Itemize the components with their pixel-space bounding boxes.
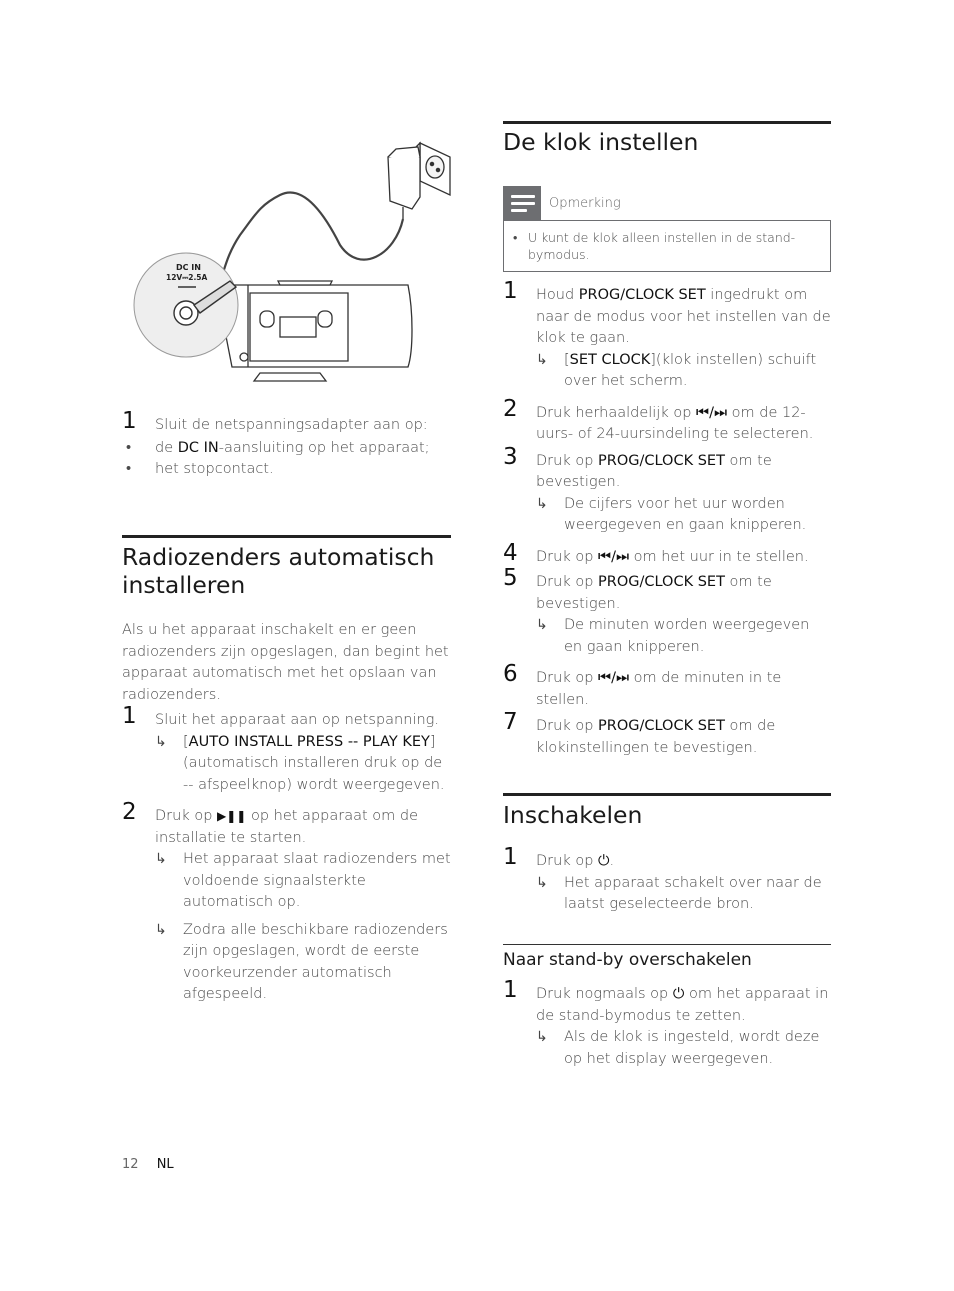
power-icon: ⏻ — [672, 986, 685, 1002]
note-block: Opmerking • U kunt de klok alleen instellen in de stand-bymodus. — [503, 186, 831, 272]
result-arrow-icon: ↳ — [536, 617, 548, 633]
note-icon — [503, 186, 541, 220]
result-arrow-icon: ↳ — [536, 1029, 548, 1045]
skip-prev-next-icon: ⏮/⏭ — [598, 670, 630, 686]
page-number: 12 — [122, 1157, 139, 1172]
subsection-title: Naar stand-by overschakelen — [503, 950, 752, 970]
result-text: De cijfers voor het uur worden weergegeven en gaan knipperen. — [564, 495, 807, 533]
step-number: 5 — [503, 565, 518, 591]
section-divider — [503, 793, 831, 796]
wall-socket-icon — [416, 143, 450, 195]
step-text: Druk op ⏻. — [536, 853, 615, 869]
step-number: 3 — [503, 443, 518, 470]
step-text: Druk op PROG/CLOCK SET om te bevestigen. — [536, 452, 772, 490]
page-footer — [122, 1157, 174, 1172]
result-text: Het apparaat schakelt over naar de laatst geselecteerde bron. — [564, 874, 822, 912]
result-text: Als de klok is ingesteld, wordt deze op het display weergegeven. — [564, 1029, 820, 1067]
skip-prev-next-icon: ⏮/⏭ — [696, 404, 728, 421]
subsection-divider — [503, 944, 831, 945]
language-code: NL — [156, 1157, 174, 1172]
device-rear-view — [216, 281, 412, 381]
step-number: 1 — [122, 408, 137, 434]
step-number: 2 — [122, 799, 137, 825]
step-number: 1 — [503, 844, 518, 870]
intro-paragraph: Als u het apparaat inschakelt en er geen radiozenders zijn opgeslagen, dan begint het apparaat automatisch met het opslaan van radiozenders. — [122, 622, 449, 703]
bullet-text: het stopcontact. — [155, 461, 274, 477]
step-text: Druk op PROG/CLOCK SET om de klokinstellingen te bevestigen. — [536, 718, 776, 756]
auto-install-steps — [122, 703, 452, 1006]
result-arrow-icon: ↳ — [155, 851, 167, 867]
result-text: [AUTO INSTALL PRESS -- PLAY KEY] (automatisch installeren druk op de -- afspeelknop) wordt weergegeven. — [183, 733, 445, 793]
step-number: 1 — [122, 703, 137, 729]
step-number: 2 — [503, 395, 518, 422]
step-number: 7 — [503, 709, 518, 735]
play-pause-icon: ▶❚❚ — [217, 809, 247, 823]
step-number: 1 — [503, 278, 518, 304]
result-text: Het apparaat slaat radiozenders met voldoende signaalsterkte automatisch op. — [183, 851, 451, 910]
step-text: Sluit de netspanningsadapter aan op: — [155, 417, 428, 433]
result-arrow-icon: ↳ — [536, 495, 548, 512]
standby-step — [503, 977, 831, 1070]
bullet-text: de DC IN-aansluiting op het apparaat; — [155, 439, 430, 456]
step-text: Houd PROG/CLOCK SET ingedrukt om naar de modus voor het instellen van de klok te gaan. — [536, 287, 831, 346]
result-arrow-icon: ↳ — [536, 351, 548, 368]
step-text: Druk op PROG/CLOCK SET om te bevestigen. — [536, 574, 772, 612]
result-arrow-icon: ↳ — [155, 733, 167, 750]
clock-steps — [503, 278, 831, 759]
step-text: Druk op ▶❚❚ op het apparaat om de installatie te starten. — [155, 808, 418, 846]
step-number: 4 — [503, 539, 518, 566]
note-label: Opmerking — [549, 195, 621, 211]
step-text: Druk herhaaldelijk op ⏮/⏭ om de 12-uurs- of 24-uursindeling te selecteren. — [536, 404, 814, 442]
step-text: Sluit het apparaat aan op netspanning. — [155, 712, 439, 728]
result-text: De minuten worden weergegeven en gaan knipperen. — [564, 617, 810, 655]
result-arrow-icon: ↳ — [155, 921, 167, 938]
section-divider — [122, 535, 451, 538]
section-title: Radiozenders automatisch installeren — [122, 543, 435, 599]
result-arrow-icon: ↳ — [536, 874, 548, 891]
step-text: Druk op ⏮/⏭ om de minuten in te stellen. — [536, 670, 782, 708]
power-icon: ⏻ — [598, 853, 610, 869]
step-text: Druk nogmaals op ⏻ om het apparaat in de stand-bymodus te zetten. — [536, 986, 829, 1024]
dc-in-label: DC IN — [176, 263, 201, 272]
section-title: Inschakelen — [503, 801, 643, 829]
section-title: De klok instellen — [503, 128, 699, 156]
result-text: [SET CLOCK](klok instellen) schuift over het scherm. — [564, 351, 817, 389]
dc-rating-label: 12V⎓2.5A — [166, 273, 208, 282]
result-text: Zodra alle beschikbare radiozenders zijn opgeslagen, wordt de eerste voorkeurzender automatisch afgespeeld. — [183, 921, 448, 1002]
step-text: Druk op ⏮/⏭ om het uur in te stellen. — [536, 548, 809, 565]
adapter-connection-illustration — [120, 135, 470, 395]
section-divider — [503, 121, 831, 124]
power-on-step — [503, 844, 831, 916]
step-number: 1 — [503, 977, 518, 1003]
note-text: U kunt de klok alleen instellen in de stand-bymodus. — [528, 230, 796, 262]
power-adapter-icon — [388, 147, 420, 219]
skip-prev-next-icon: ⏮/⏭ — [598, 548, 630, 565]
step-number: 6 — [503, 661, 518, 687]
connect-step: 1 Sluit de netspanningsadapter aan op: • de DC IN-aansluiting op het apparaat; • het stopcontact. — [122, 408, 430, 477]
